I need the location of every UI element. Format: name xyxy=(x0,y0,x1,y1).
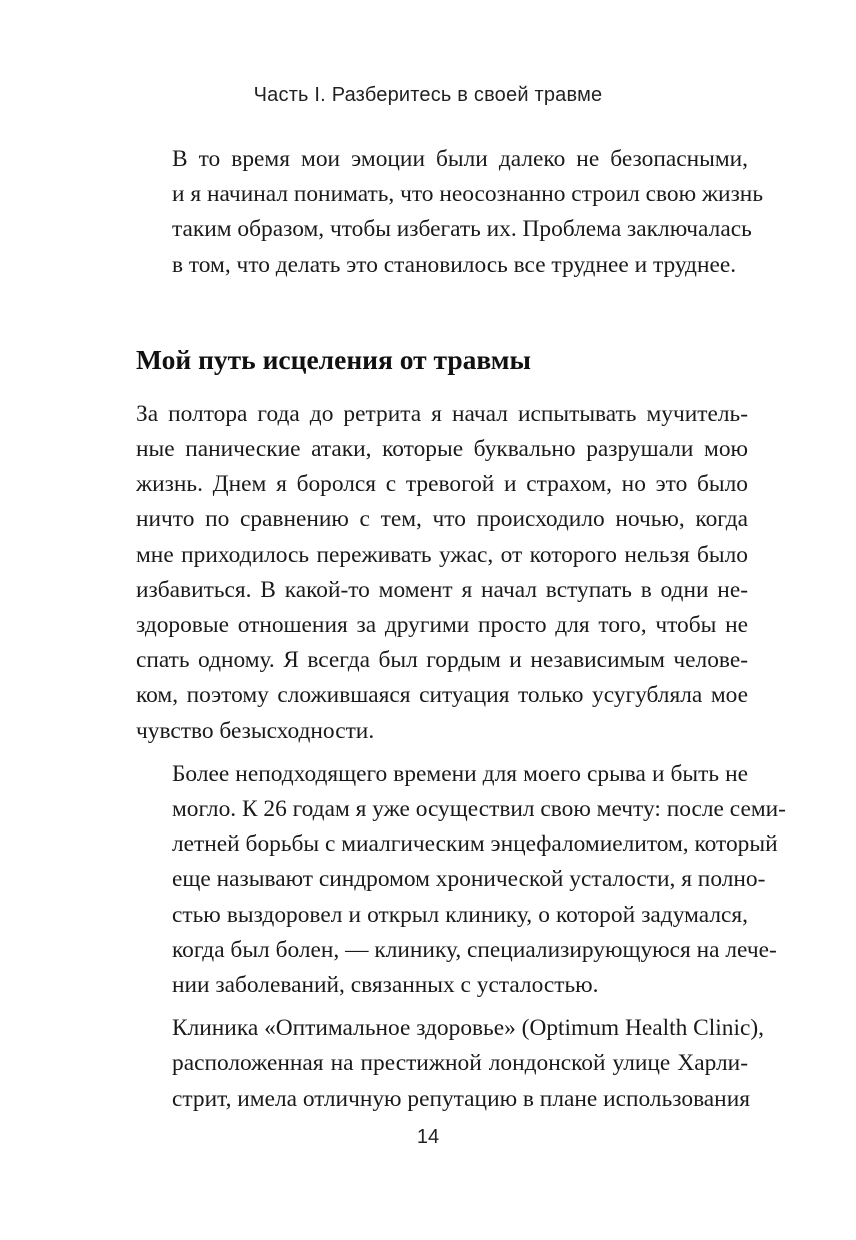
text-line: когда был болен, — клинику, специализирующуюся на лече- xyxy=(172,936,777,963)
paragraph-3 xyxy=(136,757,786,1003)
text-line: нии заболеваний, связанных с усталостью. xyxy=(172,972,599,999)
text-line: спать одному. Я всегда был гордым и независимым челове- xyxy=(136,647,748,674)
text-line: таким образом, чтобы избегать их. Проблема заключалась xyxy=(172,216,752,243)
page-body xyxy=(136,142,786,1117)
text-line: ком, поэтому сложившаяся ситуация только усугубляла мое xyxy=(136,682,748,709)
text-line: Более неподходящего времени для моего срыва и быть не xyxy=(172,760,748,787)
text-line: ничто по сравнению с тем, что происходило ночью, когда xyxy=(136,506,748,533)
text-line: Клиника «Оптимальное здоровье» (Optimum Health Clinic), xyxy=(172,1015,764,1042)
text-line: в том, что делать это становилось все труднее и труднее. xyxy=(172,251,737,278)
text-line: и я начинал понимать, что неосознанно строил свою жизнь xyxy=(172,181,763,208)
text-line: здоровые отношения за другими просто для того, чтобы не xyxy=(136,612,748,639)
text-line: летней борьбы с миалгическим энцефаломиелитом, который xyxy=(172,831,778,858)
text-line: жизнь. Днем я боролся с тревогой и страхом, но это было xyxy=(136,471,748,498)
text-line: За полтора года до ретрита я начал испытывать мучитель- xyxy=(136,400,748,427)
text-line: еще называют синдромом хронической усталости, я полно- xyxy=(172,866,766,893)
section-heading: Мой путь исцеления от травмы xyxy=(136,343,532,375)
text-line: чувство безысходности. xyxy=(136,717,375,744)
text-line: избавиться. В какой-то момент я начал вступать в одни не- xyxy=(136,576,748,603)
text-line: стью выздоровел и открыл клинику, о которой задумался, xyxy=(172,901,748,928)
text-line: мне приходилось переживать ужас, от которого нельзя было xyxy=(136,541,748,568)
page-number: 14 xyxy=(416,1126,440,1148)
text-line: стрит, имела отличную репутацию в плане использования xyxy=(172,1085,750,1112)
paragraph-4 xyxy=(136,1011,764,1117)
text-line: расположенная на престижной лондонской улице Харли- xyxy=(172,1050,748,1077)
text-line: ные панические атаки, которые буквально разрушали мою xyxy=(136,436,748,463)
paragraph-1 xyxy=(136,142,763,283)
paragraph-2 xyxy=(136,397,748,749)
text-line: могло. К 26 годам я уже осуществил свою мечту: после семи- xyxy=(172,796,786,823)
running-head: Часть I. Разберитесь в своей травме xyxy=(253,84,603,106)
text-line: В то время мои эмоции были далеко не безопасными, xyxy=(172,146,748,172)
